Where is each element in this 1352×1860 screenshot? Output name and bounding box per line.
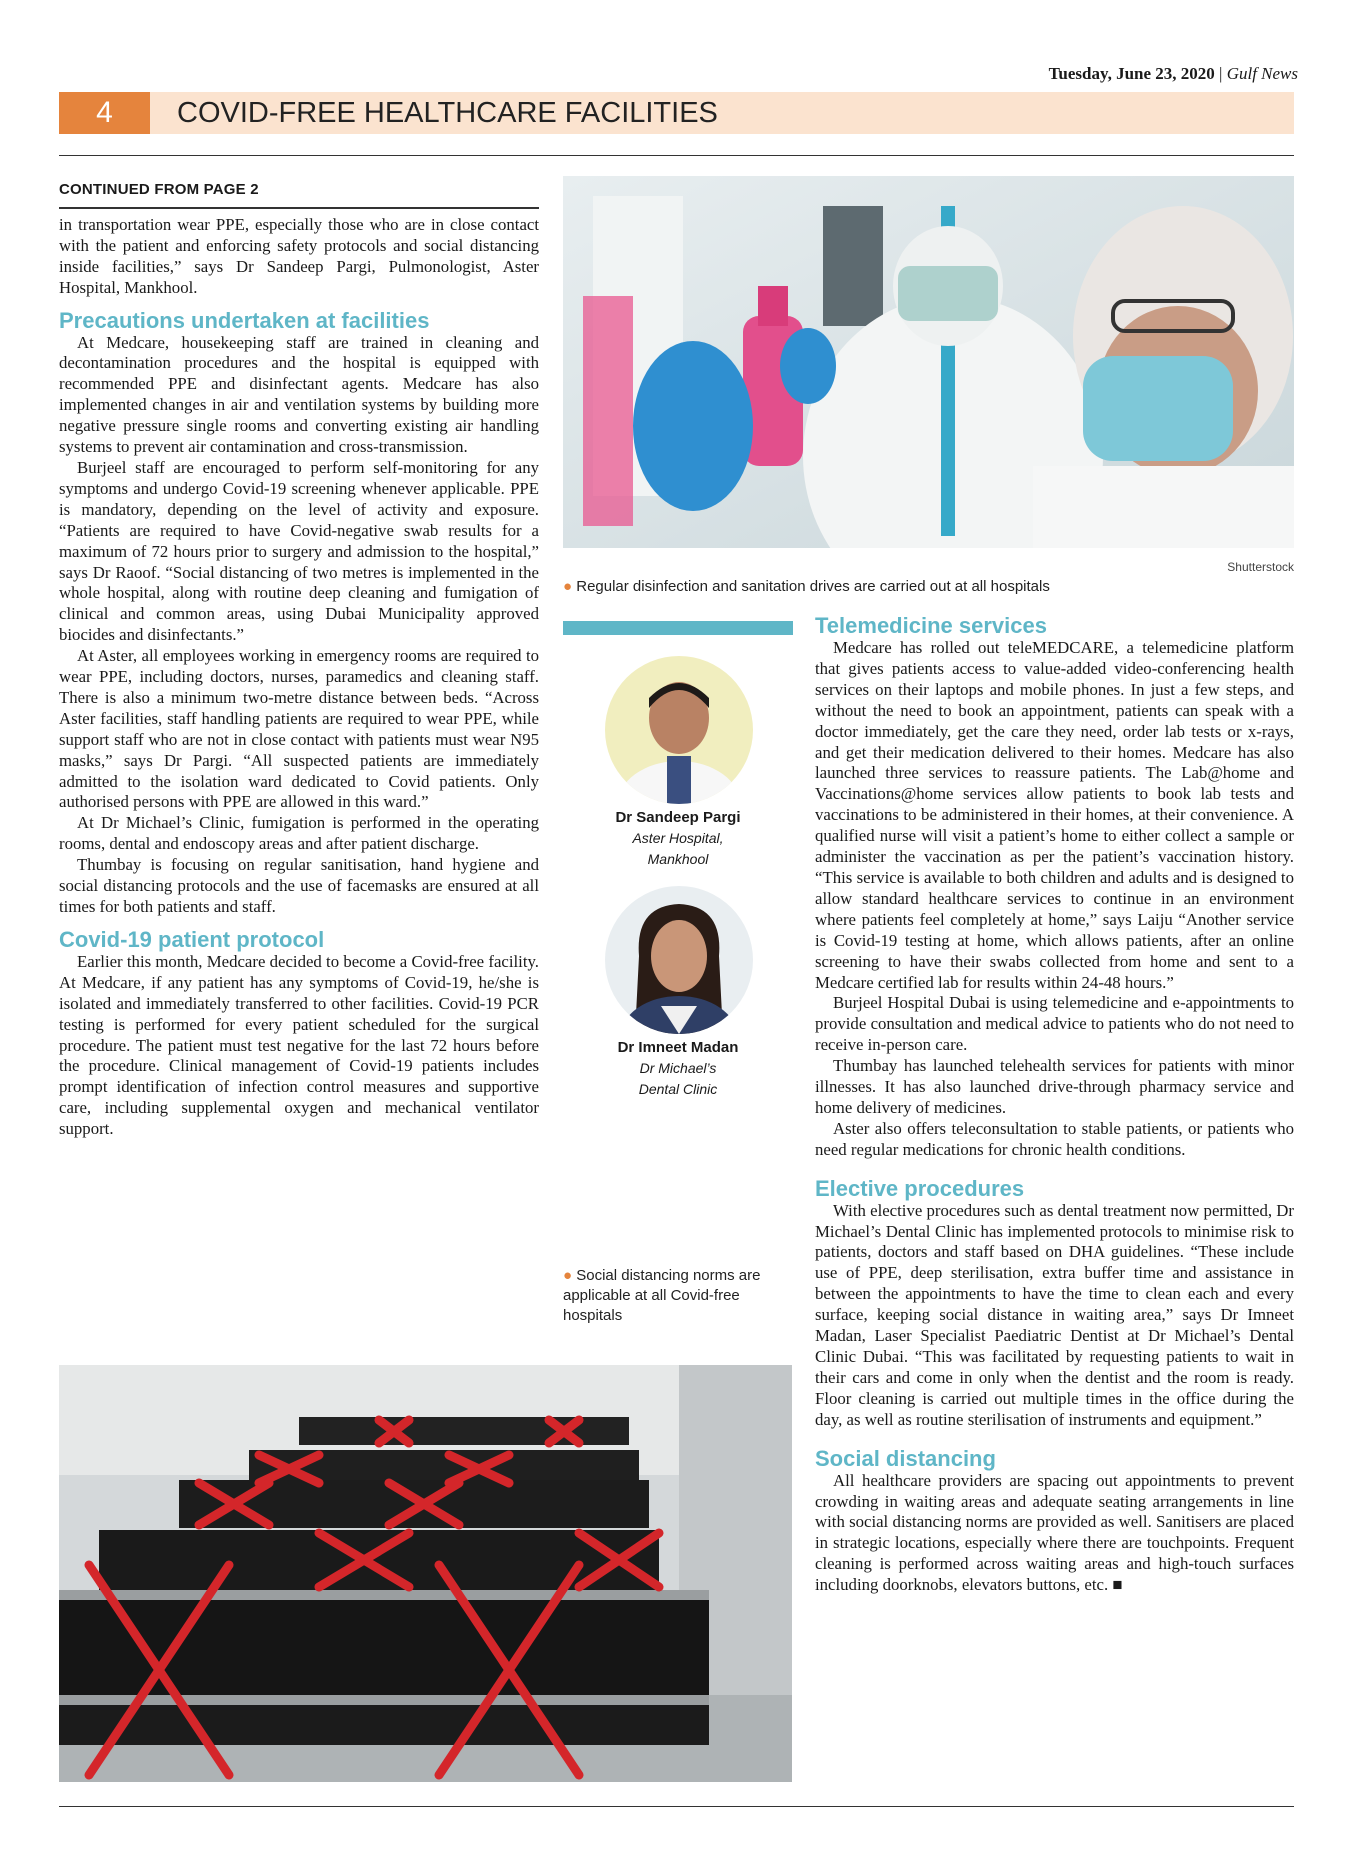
- paragraph: At Dr Michael’s Clinic, fumigation is performed in the operating rooms, dental and endoscopy areas and after patient discharge.: [59, 813, 539, 854]
- date: Tuesday, June 23, 2020: [1048, 64, 1215, 83]
- page-number: 4: [59, 92, 150, 134]
- caption-text: Regular disinfection and sanitation drives are carried out at all hospitals: [576, 578, 1050, 595]
- bullet-dot: ●: [563, 1267, 573, 1284]
- paragraph: At Aster, all employees working in emergency rooms are required to wear PPE, including doctors, nurses, paramedics and cleaning staff. There is also a minimum two-metre distance between beds. “Across Aster facilities, staff handling patients are required to wear PPE, while support staff who are not in close contact with patients must wear N95 masks,” says Dr Pargi. “All suspected patients are immediately admitted to the isolation ward dedicated to Covid patients. Only authorised persons with PPE are allowed in this ward.”: [59, 646, 539, 812]
- top-photo-caption: [563, 578, 1294, 595]
- paragraph: Thumbay is focusing on regular sanitisation, hand hygiene and social distancing protocols and the use of facemasks are ensured at all times for both patients and staff.: [59, 855, 539, 916]
- section-title: COVID-FREE HEALTHCARE FACILITIES: [177, 97, 718, 129]
- profile-name: Dr Sandeep Pargi: [615, 809, 741, 826]
- profile-name: Dr Imneet Madan: [617, 1039, 739, 1056]
- profile-affiliation: Mankhool: [647, 851, 709, 867]
- paragraph: With elective procedures such as dental treatment now permitted, Dr Michael’s Dental Clinic has implemented protocols to minimise risk to patients, doctors and staff based on DHA guidelines. “These include use of PPE, deep sterilisation, extra buffer time and assistance in between the appointments to have the time to clean each and every surface, keeping social distance in waiting area,” says Dr Imneet Madan, Laser Specialist Paediatric Dentist at Dr Michael’s Dental Clinic Dubai. “This was facilitated by requesting patients to wait in their cars and come in only when the dentist and the room is ready. Floor cleaning is carried out multiple times in the office during the day, as well as routine sterilisation of instruments and equipment.”: [815, 1200, 1294, 1429]
- continued-label: CONTINUED FROM PAGE 2: [59, 180, 539, 209]
- paragraph: Aster also offers teleconsultation to stable patients, or patients who need regular medications for chronic health conditions.: [815, 1118, 1294, 1159]
- paragraph: [815, 1471, 1294, 1596]
- paragraph: Thumbay has launched telehealth services for patients with minor illnesses. It has also launched drive-through pharmacy service and home delivery of medicines.: [815, 1056, 1294, 1117]
- sidebar-accent-bar: [563, 621, 793, 635]
- right-column: [815, 614, 1294, 1596]
- caption-text: Social distancing norms are applicable at all Covid-free hospitals: [563, 1267, 761, 1324]
- bottom-photo-caption: [563, 1266, 778, 1326]
- paragraph: Burjeel Hospital Dubai is using telemedicine and e-appointments to provide consultation and medical advice to patients who do not need to receive in-person care.: [815, 993, 1294, 1055]
- heading-precautions: Precautions undertaken at facilities: [59, 307, 430, 333]
- profile-affiliation: Aster Hospital,: [632, 830, 724, 846]
- heading-elective: Elective procedures: [815, 1175, 1025, 1201]
- dateline: [1049, 64, 1298, 84]
- waiting-room-photo: [59, 1365, 792, 1782]
- end-mark: ■: [1112, 1575, 1123, 1595]
- heading-social: Social distancing: [815, 1445, 996, 1471]
- avatar: [605, 656, 753, 804]
- separator: |: [1219, 64, 1223, 83]
- profile-affiliation: Dr Michael’s: [639, 1060, 717, 1076]
- paragraph-text: All healthcare providers are spacing out appointments to prevent crowding in waiting areas and adequate seating arrangements in line with social distancing norms are provided as well. Sanitisers are placed in strategic locations, especially where there are touchpoints. Frequent cleaning is performed across waiting areas and high-touch surfaces including doorknobs, elevators buttons, etc.: [815, 1470, 1294, 1595]
- footer-rule: [59, 1806, 1294, 1807]
- left-column: [59, 180, 539, 1140]
- intro-paragraph: in transportation wear PPE, especially those who are in close contact with the patient and enforcing safety protocols and social distancing inside facilities,” says Dr Sandeep Pargi, Pulmonologist, Aster Hospital, Mankhool.: [59, 214, 539, 297]
- profile-affiliation: Dental Clinic: [638, 1081, 718, 1097]
- header-rule: [59, 155, 1294, 156]
- avatar: [605, 886, 753, 1034]
- heading-telemedicine: Telemedicine services: [815, 613, 1047, 638]
- photo-credit: Shutterstock: [1227, 560, 1294, 574]
- publication-name: Gulf News: [1226, 64, 1298, 83]
- heading-protocol: Covid-19 patient protocol: [59, 926, 325, 952]
- paragraph: Burjeel staff are encouraged to perform self-monitoring for any symptoms and undergo Covid-19 screening whenever applicable. PPE is mandatory, depending on the level of activity and exposure. “Patients are required to have Covid-negative swab results for a maximum of 72 hours prior to surgery and admission to the hospital,” says Dr Raoof. “Social distancing of two metres is implemented in the whole hospital, along with routine deep cleaning and fumigation of clinical and common areas, using Dubai Municipality approved biocides and disinfectants.”: [59, 457, 539, 645]
- paragraph: Earlier this month, Medcare decided to become a Covid-free facility. At Medcare, if any patient has any symptoms of Covid-19, he/she is isolated and immediately transferred to other facilities. Covid-19 PCR testing is performed for every patient scheduled for the surgical procedure. The patient must test negative for the last 72 hours before the procedure. Clinical management of Covid-19 patients includes prompt identification of infection control measures and supportive care, including supplemental oxygen and mechanical ventilator support.: [59, 951, 539, 1139]
- disinfection-photo: [563, 176, 1294, 548]
- paragraph: At Medcare, housekeeping staff are trained in cleaning and decontamination procedures and the hospital is equipped with recommended PPE and disinfectant agents. Medcare has also implemented changes in air and ventilation systems by building more negative pressure single rooms and converting existing air handling systems to prevent air contamination and cross-transmission.: [59, 332, 539, 457]
- paragraph: Medcare has rolled out teleMEDCARE, a telemedicine platform that gives patients access to value-added video-conferencing health services on their laptops and mobile phones. In just a few steps, and without the need to book an appointment, patients can speak with a doctor immediately, get the care they need, order lab tests or x-rays, and get their medication delivered to their homes. Medcare has also launched three services to reassure patients. The Lab@home and Vaccinations@home services allow patients to book lab tests and vaccinations to be administered in their homes, at their convenience. A qualified nurse will visit a patient’s home to either collect a sample or administer the vaccination as per the patient’s vaccination history. “This service is available to both children and adults and is designed to allow standard healthcare services to continue in an environment where patients feel completely at home,” says Laiju “Another service is Covid-19 testing at home, which allows patients, after an online screening to have their swabs collected from home and sent to a Medcare certified lab for results within 24-48 hours.”: [815, 638, 1294, 992]
- bullet-dot: ●: [563, 578, 573, 595]
